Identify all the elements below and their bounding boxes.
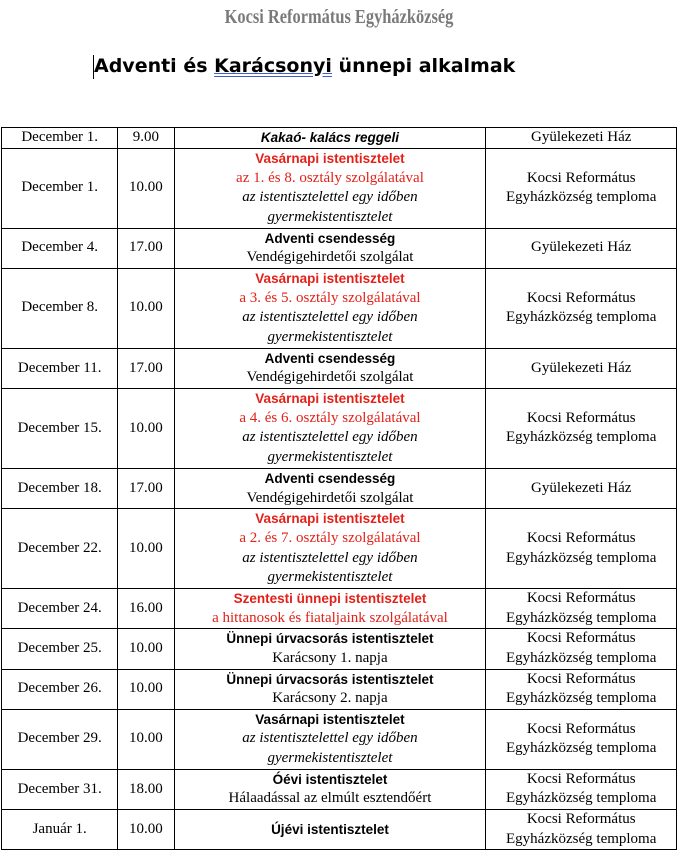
event-line: az 1. és 8. osztály szolgálatával [236,169,424,186]
event-line: a 2. és 7. osztály szolgálatával [239,530,421,547]
event-line: gyermekistentisztelet [267,569,393,586]
row-time: 17.00 [118,228,174,268]
event-line: Kakaó- kalács reggeli [260,130,399,145]
event-line: az istentisztelettel egy időben [242,549,418,566]
event-line: Adventi csendesség [264,470,396,486]
row-date: December 8. [2,268,118,348]
schedule-row [2,669,677,709]
row-event [174,629,486,669]
row-date: December 1. [2,128,118,149]
event-line: Vendégigehirdetői szolgálat [246,369,414,386]
event-line: Hálaadással az elmúlt esztendőért [228,790,432,807]
place-line: Egyházközség temploma [506,690,657,707]
place-line: Egyházközség temploma [506,429,657,446]
event-line: Vasárnapi istentisztelet [255,391,405,407]
event-line: Óévi istentisztelet [272,771,388,787]
event-line: Ünnepi úrvacsorás istentisztelet [226,631,434,647]
event-line: Vendégigehirdetői szolgálat [246,249,414,266]
event-line: gyermekistentisztelet [267,449,393,466]
event-line: Vendégigehirdetői szolgálat [246,489,414,506]
place-line: Egyházközség temploma [506,309,657,326]
row-place [486,148,677,228]
event-line: Adventi csendesség [264,350,396,366]
row-time: 10.00 [118,629,174,669]
row-event [174,468,486,508]
row-date: December 25. [2,629,118,669]
place-line: Kocsi Református [526,670,636,687]
place-line: Kocsi Református [526,530,636,547]
row-event [174,709,486,769]
row-event [174,128,486,149]
event-line: Karácsony 2. napja [272,690,388,707]
row-place [486,589,677,629]
schedule-row [2,128,677,149]
row-time: 18.00 [118,769,174,809]
row-place [486,669,677,709]
event-line: az istentisztelettel egy időben [242,429,418,446]
schedule-row [2,629,677,669]
row-date: December 1. [2,148,118,228]
row-place [486,769,677,809]
place-line: Egyházközség temploma [506,830,657,847]
event-line: Szentesti ünnepi istentisztelet [233,591,427,607]
schedule-row [2,228,677,268]
row-place [486,268,677,348]
schedule-row [2,468,677,508]
row-time: 10.00 [118,669,174,709]
event-line: a 3. és 5. osztály szolgálatával [239,289,421,306]
row-time: 17.00 [118,348,174,388]
event-line: Vasárnapi istentisztelet [255,271,405,287]
event-line: Újévi istentisztelet [271,821,389,837]
row-place [486,709,677,769]
place-line: Egyházközség temploma [506,740,657,757]
row-event [174,809,486,849]
schedule-row [2,388,677,468]
schedule-row [2,709,677,769]
place-line: Kocsi Református [526,289,636,306]
place-line: Gyülekezeti Ház [531,359,632,376]
schedule-row [2,148,677,228]
place-line: Kocsi Református [526,590,636,607]
schedule-row [2,348,677,388]
row-time: 10.00 [118,709,174,769]
row-date: December 29. [2,709,118,769]
schedule-table [1,127,677,850]
place-line: Gyülekezeti Ház [531,129,632,145]
row-place [486,509,677,589]
schedule-row [2,509,677,589]
row-time: 10.00 [118,268,174,348]
church-header: Kocsi Református Egyházközség [224,6,454,28]
row-event [174,589,486,629]
row-date: December 31. [2,769,118,809]
place-line: Egyházközség temploma [506,609,657,626]
place-line: Egyházközség temploma [506,549,657,566]
row-date: December 18. [2,468,118,508]
event-line: gyermekistentisztelet [267,208,393,225]
event-line: Vasárnapi istentisztelet [255,711,405,727]
place-line: Kocsi Református [526,409,636,426]
place-line: Kocsi Református [526,169,636,186]
row-place [486,468,677,508]
place-line: Egyházközség temploma [506,189,657,206]
event-line: Adventi csendesség [264,230,396,246]
title-part-3: ünnepi alkalmak [331,55,516,77]
row-place [486,128,677,149]
place-line: Kocsi Református [526,720,636,737]
row-event [174,509,486,589]
row-event [174,669,486,709]
row-event [174,388,486,468]
row-time: 10.00 [118,509,174,589]
event-line: Vasárnapi istentisztelet [255,511,405,527]
schedule-row [2,769,677,809]
event-line: Karácsony 1. napja [272,649,388,666]
row-date: December 24. [2,589,118,629]
event-line: Ünnepi úrvacsorás istentisztelet [226,671,434,687]
event-line: az istentisztelettel egy időben [242,309,418,326]
place-line: Kocsi Református [526,770,636,787]
event-line: az istentisztelettel egy időben [242,189,418,206]
row-place [486,228,677,268]
row-event [174,769,486,809]
row-date: December 22. [2,509,118,589]
row-event [174,148,486,228]
event-line: a 4. és 6. osztály szolgálatával [239,409,421,426]
row-place [486,348,677,388]
row-time: 10.00 [118,809,174,849]
row-time: 9.00 [118,128,174,149]
schedule-row [2,589,677,629]
row-date: Január 1. [2,809,118,849]
event-line: Vasárnapi istentisztelet [255,150,405,166]
row-event [174,348,486,388]
place-line: Gyülekezeti Ház [531,239,632,256]
row-place [486,388,677,468]
schedule-row [2,809,677,849]
place-line: Kocsi Református [526,630,636,647]
page-title [94,55,515,77]
event-line: a hittanosok és fiataljaink szolgálatával [212,609,448,626]
row-date: December 15. [2,388,118,468]
event-line: gyermekistentisztelet [267,750,393,767]
place-line: Egyházközség temploma [506,790,657,807]
event-line: az istentisztelettel egy időben [242,730,418,747]
place-line: Egyházközség temploma [506,649,657,666]
row-time: 16.00 [118,589,174,629]
title-part-2: Karácsonyi [214,55,332,77]
event-line: gyermekistentisztelet [267,328,393,345]
row-time: 10.00 [118,148,174,228]
row-place [486,809,677,849]
place-line: Kocsi Református [526,810,636,827]
place-line: Gyülekezeti Ház [531,479,632,496]
row-date: December 11. [2,348,118,388]
row-date: December 4. [2,228,118,268]
row-event [174,228,486,268]
schedule-body [2,128,677,850]
schedule-row [2,268,677,348]
row-event [174,268,486,348]
title-part-1: Adventi és [94,55,215,77]
row-date: December 26. [2,669,118,709]
row-place [486,629,677,669]
row-time: 17.00 [118,468,174,508]
row-time: 10.00 [118,388,174,468]
